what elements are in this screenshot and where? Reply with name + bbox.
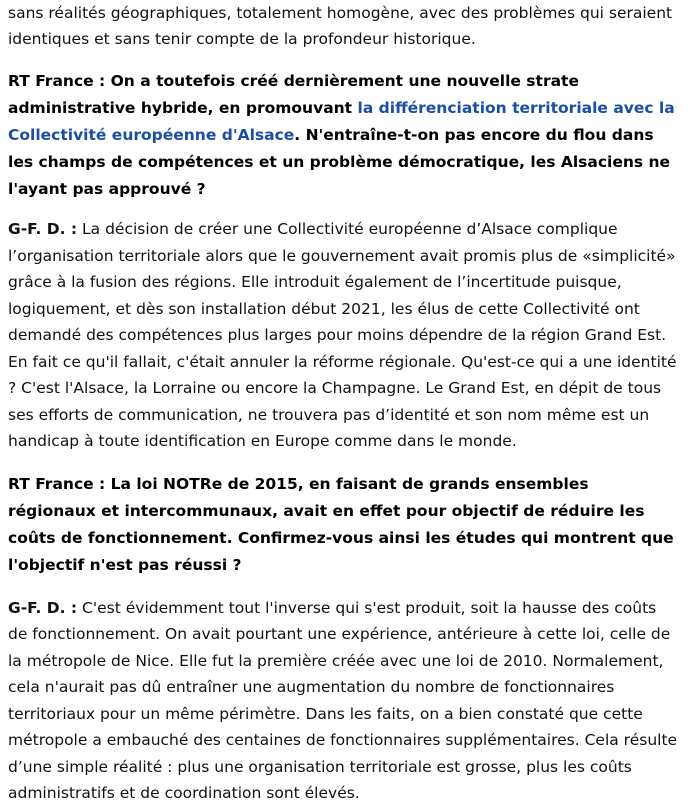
article-body (8, 0, 678, 807)
question-1-prefix: RT France : On a toutefois créé dernièrement une nouvelle strate administrative hybride, en promouvant (8, 72, 579, 117)
question-1 (8, 68, 678, 203)
question-1-suffix: . N'entraîne-t-on pas encore du flou dans les champs de compétences et un problème démocratique, les Alsaciens ne l'ayant pas approuvé ? (8, 126, 671, 198)
answer-1-speaker: G-F. D. : (8, 220, 78, 238)
answer-2-speaker: G-F. D. : (8, 598, 78, 617)
collectivite-alsace-link[interactable]: la différenciation territoriale avec la Collectivité européenne d'Alsace (8, 99, 675, 144)
answer-2 (8, 595, 678, 807)
question-2: RT France : La loi NOTRe de 2015, en faisant de grands ensembles régionaux et intercommunaux, avait en effet pour objectif de réduire les coûts de fonctionnement. Confirmez-vous ainsi les études qui montrent que l'objectif n'est pas réussi ? (8, 474, 674, 574)
answer-1-text: La décision de créer une Collectivité européenne d’Alsace complique l’organisation territoriale alors que le gouvernement avait promis plus de «simplicité» grâce à la fusion des régions. Elle introduit également de l’incertitude puisque, logiquement, et dès son installation début 2021, les élus de cette Collectivité ont demandé des compétences plus larges pour moins dépendre de la région Grand Est. En fait ce qu'il fallait, c'était annuler la réforme régionale. Qu'est-ce qui a une identité ? C'est l'Alsace, la Lorraine ou encore la Champagne. Le Grand Est, en dépit de tous ses efforts de communication, ne trouvera pas d’identité et son nom même est un handicap à toute identification en Europe comme dans le monde. (8, 220, 677, 450)
answer-2-text: C'est évidemment tout l'inverse qui s'est produit, soit la hausse des coûts de fonctionnement. On avait pourtant une expérience, antérieure à cette loi, celle de la métropole de Nice. Elle fut la première créée avec une loi de 2010. Normalement, cela n'aurait pas dû entraîner une augmentation du nombre de fonctionnaires territoriaux pour un même périmètre. Dans les faits, on a bien constaté que cette métropole a embauché des centaines de fonctionnaires supplémentaires. Cela résulte d’une simple réalité : plus une organisation territoriale est grosse, plus les coûts administratifs et de coordination sont élevés. (8, 598, 678, 802)
answer-1 (8, 216, 678, 455)
intro-paragraph: sans réalités géographiques, totalement homogène, avec des problèmes qui seraient identiques et sans tenir compte de la profondeur historique. (8, 4, 673, 48)
